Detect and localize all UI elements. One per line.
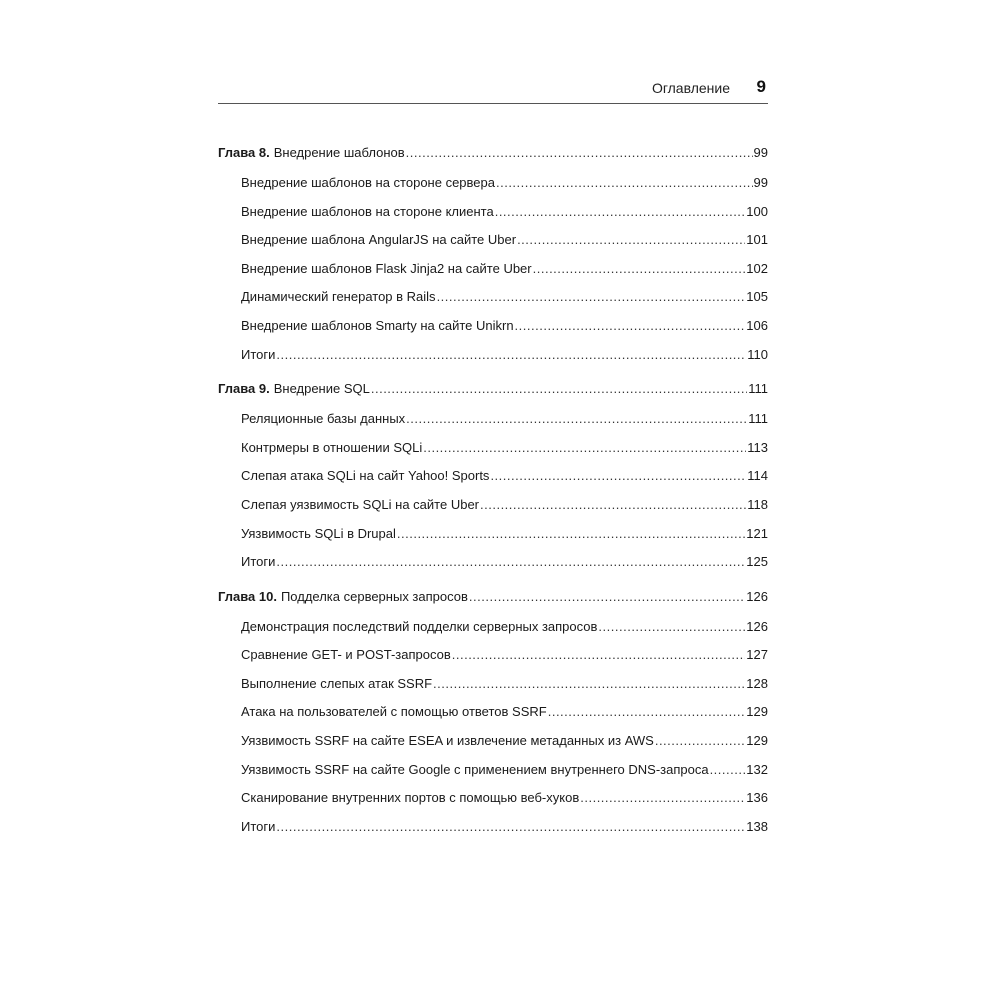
toc-entry-title: Динамический генератор в Rails bbox=[241, 289, 436, 305]
toc-page-number: 125 bbox=[746, 554, 768, 570]
chapter-label: Глава 8. bbox=[218, 145, 270, 160]
chapter-label: Глава 9. bbox=[218, 381, 270, 397]
toc-section-entry bbox=[241, 674, 768, 694]
chapter-title: Внедрение SQL bbox=[273, 381, 370, 397]
dot-leader bbox=[371, 379, 747, 399]
dot-leader bbox=[533, 259, 746, 279]
dot-leader bbox=[276, 552, 745, 572]
dot-leader bbox=[490, 466, 746, 486]
toc-page-number: 101 bbox=[746, 232, 768, 248]
toc-section-entry bbox=[241, 202, 768, 222]
toc-page-number: 129 bbox=[746, 704, 768, 720]
toc-page-number: 111 bbox=[748, 411, 768, 427]
toc-section-entry bbox=[241, 316, 768, 336]
chapter-title: Подделка серверных запросов bbox=[280, 588, 468, 604]
chapter-title: Внедрение шаблонов bbox=[273, 145, 405, 160]
toc-entry-title: Внедрение шаблона AngularJS на сайте Uber bbox=[241, 232, 517, 248]
toc-section-entry bbox=[241, 702, 768, 722]
toc-entry-title: Выполнение слепых атак SSRF bbox=[241, 675, 433, 691]
dot-leader bbox=[496, 173, 753, 193]
toc-section-entry bbox=[241, 345, 768, 365]
toc-section-entry bbox=[241, 495, 768, 515]
toc-page-number: 126 bbox=[746, 588, 768, 604]
toc-entry-title: Реляционные базы данных bbox=[241, 411, 406, 427]
toc-section-entry bbox=[241, 173, 768, 193]
toc-entry-title: Слепая уязвимость SQLi на сайте Uber bbox=[241, 496, 480, 512]
toc-page-number: 127 bbox=[746, 647, 768, 663]
toc-section-entry bbox=[241, 524, 768, 544]
dot-leader bbox=[480, 495, 746, 515]
dot-leader bbox=[515, 316, 746, 336]
toc-page-number: 99 bbox=[753, 175, 768, 190]
toc-entry-title: Слепая атака SQLi на сайт Yahoo! Sports bbox=[241, 468, 490, 484]
dot-leader bbox=[406, 143, 753, 163]
toc-entry-title bbox=[218, 587, 468, 607]
toc-section-entry bbox=[241, 552, 768, 572]
toc-entry-title: Сканирование внутренних портов с помощью веб-хуков bbox=[241, 790, 580, 806]
toc-page-number: 126 bbox=[746, 618, 768, 634]
toc-page-number: 114 bbox=[747, 468, 768, 484]
dot-leader bbox=[580, 788, 745, 808]
toc-entry-title: Итоги bbox=[241, 346, 276, 362]
dot-leader bbox=[495, 202, 746, 222]
dot-leader bbox=[406, 409, 747, 429]
toc-entry-title: Контрмеры в отношении SQLi bbox=[241, 439, 423, 455]
toc-page-number: 118 bbox=[747, 496, 768, 512]
toc-section-entry bbox=[241, 760, 768, 780]
toc-entry-title: Демонстрация последствий подделки серверных запросов bbox=[241, 618, 598, 634]
toc-section-entry bbox=[241, 438, 768, 458]
toc-page-number: 136 bbox=[746, 790, 768, 806]
toc-page-number: 100 bbox=[746, 203, 768, 219]
toc-section-entry bbox=[241, 817, 768, 837]
toc-chapter-entry bbox=[218, 143, 768, 163]
dot-leader bbox=[276, 817, 745, 837]
toc-entry-title bbox=[218, 143, 405, 163]
header-rule bbox=[218, 103, 768, 104]
toc-entry-title: Уязвимость SQLi в Drupal bbox=[241, 525, 396, 541]
toc-page-number: 99 bbox=[753, 145, 768, 160]
toc-page-number: 106 bbox=[746, 318, 768, 333]
toc-section-entry bbox=[241, 731, 768, 751]
dot-leader bbox=[433, 674, 745, 694]
dot-leader bbox=[437, 287, 746, 307]
toc-page-number: 105 bbox=[746, 289, 768, 305]
toc-entry-title bbox=[218, 379, 370, 399]
toc-page-number: 113 bbox=[747, 439, 768, 455]
toc-page-number: 132 bbox=[746, 761, 768, 777]
toc-section-entry bbox=[241, 466, 768, 486]
dot-leader bbox=[452, 645, 746, 665]
toc-entry-title: Итоги bbox=[241, 554, 276, 570]
toc-entry-title: Атака на пользователей с помощью ответов SSRF bbox=[241, 704, 547, 720]
toc-page-number: 129 bbox=[746, 733, 768, 748]
toc-entry-title: Уязвимость SSRF на сайте ESEA и извлечение метаданных из AWS bbox=[241, 733, 654, 748]
toc-chapter-entry bbox=[218, 379, 768, 399]
dot-leader bbox=[276, 345, 746, 365]
toc-page-number: 121 bbox=[746, 525, 768, 541]
toc-section-entry bbox=[241, 617, 768, 637]
toc-section-entry bbox=[241, 287, 768, 307]
toc-page-number: 102 bbox=[746, 260, 768, 276]
dot-leader bbox=[397, 524, 745, 544]
dot-leader bbox=[517, 230, 745, 250]
toc-entry-title: Итоги bbox=[241, 818, 276, 834]
toc-entry-title: Сравнение GET- и POST-запросов bbox=[241, 647, 451, 663]
dot-leader bbox=[548, 702, 746, 722]
toc-entry-title: Уязвимость SSRF на сайте Google с применением внутреннего DNS-запроса bbox=[241, 761, 709, 777]
toc-section-entry bbox=[241, 645, 768, 665]
toc-page-number: 110 bbox=[747, 346, 768, 362]
dot-leader bbox=[423, 438, 746, 458]
page-number: 9 bbox=[756, 77, 766, 96]
running-header-title: Оглавление bbox=[651, 80, 730, 96]
toc-entry-title: Внедрение шаблонов Smarty на сайте Unikrn bbox=[241, 318, 514, 333]
toc-page-number: 128 bbox=[746, 675, 768, 691]
dot-leader bbox=[598, 617, 745, 637]
dot-leader bbox=[469, 587, 745, 607]
chapter-label: Глава 10. bbox=[218, 588, 277, 604]
toc-section-entry bbox=[241, 788, 768, 808]
dot-leader bbox=[655, 731, 745, 751]
toc-entry-title: Внедрение шаблонов на стороне сервера bbox=[241, 175, 495, 190]
dot-leader bbox=[710, 760, 746, 780]
toc-page-number: 138 bbox=[746, 818, 768, 834]
toc-section-entry bbox=[241, 230, 768, 250]
running-header bbox=[218, 78, 768, 102]
toc-page-number: 111 bbox=[748, 381, 768, 397]
toc-entry-title: Внедрение шаблонов Flask Jinja2 на сайте Uber bbox=[241, 260, 532, 276]
toc-section-entry bbox=[241, 409, 768, 429]
toc-entry-title: Внедрение шаблонов на стороне клиента bbox=[241, 203, 494, 219]
toc-chapter-entry bbox=[218, 587, 768, 607]
toc-section-entry bbox=[241, 259, 768, 279]
